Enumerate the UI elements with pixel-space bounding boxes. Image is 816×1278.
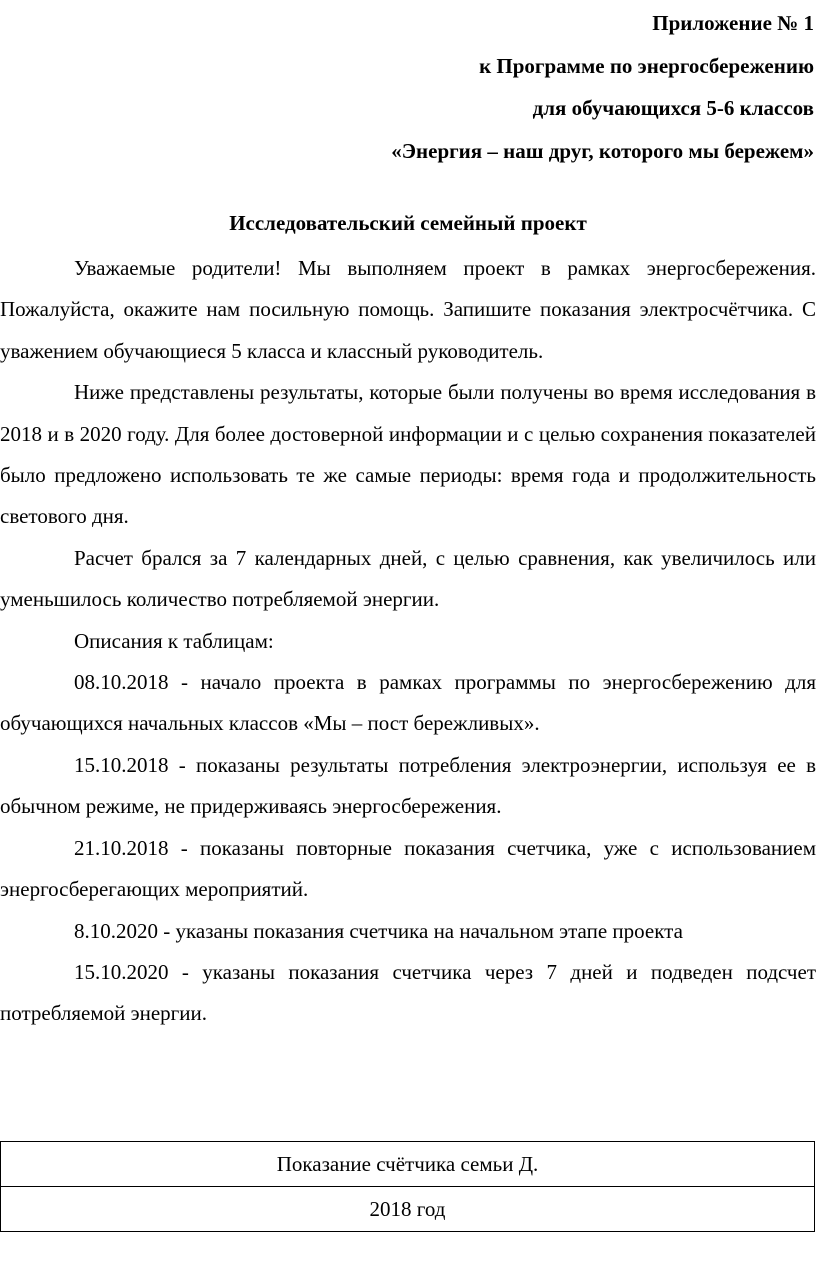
table-year-cell: 2018 год: [1, 1187, 815, 1232]
paragraph-date-21-10-2018: 21.10.2018 - показаны повторные показания счетчика, уже с использованием энергосберегающих мероприятий.: [0, 835, 816, 902]
paragraph-date-15-10-2018: 15.10.2018 - показаны результаты потребления электроэнергии, используя ее в обычном режиме, не придерживаясь энергосбережения.: [0, 752, 816, 819]
table-caption-cell: Показание счётчика семьи Д.: [1, 1142, 815, 1187]
program-name-line: к Программе по энергосбережению: [479, 53, 814, 78]
audience-line: для обучающихся 5-6 классов: [532, 96, 814, 120]
meter-readings-table: [0, 1141, 815, 1232]
document-title: Исследовательский семейный проект: [229, 211, 587, 235]
paragraph-parents-appeal: Уважаемые родители! Мы выполняем проект в рамках энергосбережения. Пожалуйста, окажите нам посильную помощь. Запишите показания электросчётчика. С уважением обучающиеся 5 класса и классный руководитель.: [0, 256, 816, 363]
paragraph-date-08-10-2018: 08.10.2018 - начало проекта в рамках программы по энергосбережению для обучающихся начальных классов «Мы – пост бережливых».: [0, 670, 816, 736]
paragraph-table-descriptions-heading: Описания к таблицам:: [74, 628, 274, 653]
table-row: [1, 1187, 815, 1232]
program-motto: «Энергия – наш друг, которого мы бережем»: [391, 138, 814, 163]
paragraph-date-15-10-2020: 15.10.2020 - указаны показания счетчика через 7 дней и подведен подсчет потребляемой энергии.: [0, 959, 816, 1026]
table-row: [1, 1142, 815, 1187]
paragraph-calculation: Расчет брался за 7 календарных дней, с целью сравнения, как увеличилось или уменьшилось количество потребляемой энергии.: [0, 545, 816, 612]
paragraph-results-intro: Ниже представлены результаты, которые были получены во время исследования в 2018 и в 2020 году. Для более достоверной информации и с целью сохранения показателей было предложено использовать те же самые периоды: время года и продолжительность светового дня.: [0, 380, 816, 529]
body-text: [0, 248, 816, 1035]
appendix-header: [391, 2, 814, 172]
appendix-number: Приложение № 1: [652, 11, 814, 35]
paragraph-date-8-10-2020: 8.10.2020 - указаны показания счетчика на начальном этапе проекта: [74, 918, 683, 943]
